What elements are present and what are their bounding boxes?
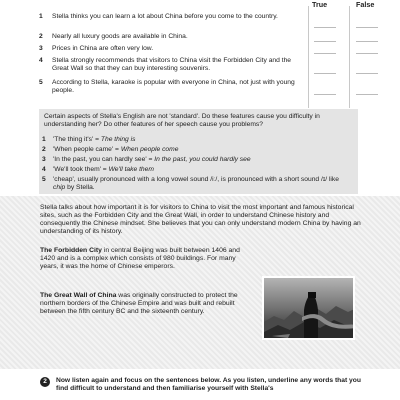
true-answer-box[interactable] (314, 88, 336, 95)
great-wall-image (264, 278, 355, 340)
statement-number: 5 (39, 79, 43, 86)
feature-standard-form: The thing is (100, 136, 136, 143)
feature-number: 5 (42, 176, 46, 183)
true-column-label: True (312, 0, 328, 9)
listening-task-2 (40, 377, 380, 400)
column-rule (308, 6, 309, 108)
statement-text: Nearly all luxury goods are available in China. (52, 33, 188, 40)
feature-equals: = (113, 146, 121, 153)
features-intro: Certain aspects of Stella's English are not 'standard'. Do these features cause you difficulty in understanding her? Do other features of her speech cause you problems? (44, 113, 320, 128)
false-answer-box[interactable] (356, 47, 378, 54)
step-instructions: Now listen again and focus on the sentences below. As you listen, underline any words that you find difficult to understand and then familiarise yourself with Stella's (56, 377, 361, 392)
feature-standard-form: We'll take them (108, 166, 154, 173)
true-answer-box[interactable] (314, 67, 336, 74)
feature-equals: = (93, 136, 101, 143)
feature-standard-form: When people come (120, 146, 179, 153)
reading-intro: Stella talks about how important it is for visitors to China to visit the most important and famous historical sites, such as the Forbidden City and the Great Wall, in order to understand Chinese history and consequently the Chinese mindset. She believes that you can only understand modern China by having an understanding of its history. (40, 204, 361, 235)
feature-equals: = (146, 156, 155, 163)
feature-quote: 'When people came' (53, 146, 114, 153)
forbidden-city-term: The Forbidden City (40, 247, 102, 254)
feature-number: 4 (42, 166, 46, 173)
statement-text: Stella strongly recommends that visitors to China visit the Forbidden City and the Great Wall so that they can buy interesting souvenirs. (52, 57, 292, 72)
great-wall-term: The Great Wall of China (40, 292, 117, 299)
feature-quote: 'The thing it's' (53, 136, 94, 143)
feature-standard-form: In the past, you could hardly see (154, 156, 251, 163)
statement-number: 3 (39, 45, 43, 52)
feature-standard-form: chip (53, 183, 66, 191)
feature-item (53, 146, 353, 154)
feature-suffix: by Stella. (65, 183, 95, 191)
false-answer-box[interactable] (356, 21, 378, 28)
feature-quote: 'cheap', usually pronounced with a long vowel sound /iː/, is pronounced with a short sound /ɪ/ like (53, 176, 339, 183)
feature-equals: = (100, 166, 109, 173)
true-answer-box[interactable] (314, 35, 336, 42)
statement-number: 1 (39, 13, 43, 20)
feature-item (53, 176, 353, 192)
forbidden-city-paragraph (40, 247, 254, 271)
step-number-badge: 2 (40, 377, 50, 387)
column-rule (349, 6, 350, 108)
feature-number: 1 (42, 136, 46, 143)
false-column-label: False (356, 0, 375, 9)
statement-text: Prices in China are often very low. (52, 45, 154, 52)
statement-text: According to Stella, karaoke is popular with everyone in China, not just with young people. (52, 79, 295, 94)
forbidden-city-text: in central Beijing was built between 1406 and 1420 and is a complex which consists of 980 buildings. For many years, it was the home of Chinese emperors. (40, 247, 240, 270)
feature-item (53, 136, 353, 144)
feature-number: 3 (42, 156, 46, 163)
language-features-box (39, 109, 358, 194)
true-answer-box[interactable] (314, 21, 336, 28)
feature-number: 2 (42, 146, 46, 153)
great-wall-text: was originally constructed to protect the northern borders of the Chinese Empire and was built and rebuilt between the fifth century BC and the sixteenth century. (40, 292, 238, 315)
statement-number: 4 (39, 57, 43, 64)
false-answer-box[interactable] (356, 88, 378, 95)
statement-number: 2 (39, 33, 43, 40)
feature-item (53, 156, 353, 164)
true-answer-box[interactable] (314, 47, 336, 54)
great-wall-photo (262, 276, 355, 340)
feature-quote: 'In the past, you can hardly see' (53, 156, 147, 163)
false-answer-box[interactable] (356, 67, 378, 74)
false-answer-box[interactable] (356, 35, 378, 42)
feature-quote: 'We'll took them' (53, 166, 101, 173)
feature-item (53, 166, 353, 174)
great-wall-paragraph (40, 292, 254, 316)
statement-text: Stella thinks you can learn a lot about China before you come to the country. (52, 13, 278, 20)
